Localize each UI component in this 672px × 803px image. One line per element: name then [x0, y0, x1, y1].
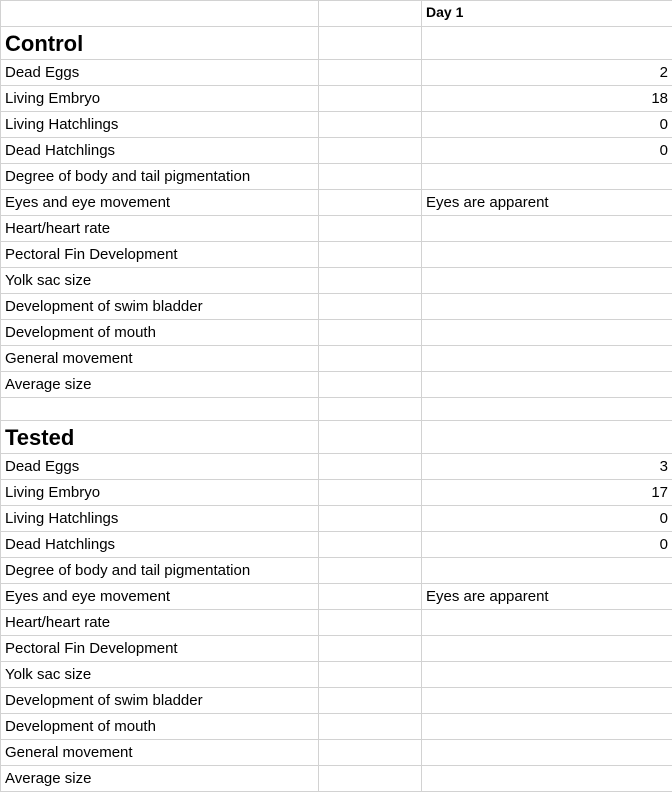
table-row — [1, 60, 672, 86]
row-empty-cell[interactable] — [319, 766, 422, 792]
day-header[interactable]: Day 1 — [422, 1, 672, 27]
row-value[interactable] — [422, 320, 672, 346]
table-row — [1, 480, 672, 506]
row-value[interactable] — [422, 662, 672, 688]
row-label[interactable]: General movement — [1, 346, 319, 372]
row-empty-cell[interactable] — [319, 372, 422, 398]
table-row — [1, 112, 672, 138]
row-value[interactable] — [422, 766, 672, 792]
row-empty-cell[interactable] — [319, 268, 422, 294]
row-value[interactable]: 0 — [422, 532, 672, 558]
table-row — [1, 688, 672, 714]
row-label[interactable]: Yolk sac size — [1, 662, 319, 688]
row-empty-cell[interactable] — [319, 454, 422, 480]
row-empty-cell[interactable] — [319, 86, 422, 112]
row-value[interactable] — [422, 268, 672, 294]
table-row — [1, 610, 672, 636]
row-label[interactable]: Dead Hatchlings — [1, 138, 319, 164]
section-title-cell-c[interactable] — [422, 27, 672, 60]
row-value[interactable] — [422, 610, 672, 636]
row-empty-cell[interactable] — [319, 138, 422, 164]
row-label[interactable]: General movement — [1, 740, 319, 766]
row-value[interactable] — [422, 294, 672, 320]
row-value[interactable] — [422, 346, 672, 372]
row-value[interactable]: 3 — [422, 454, 672, 480]
spacer-row — [1, 398, 672, 421]
table-row — [1, 164, 672, 190]
row-label[interactable]: Development of swim bladder — [1, 294, 319, 320]
row-value[interactable] — [422, 714, 672, 740]
section-title-cell-c[interactable] — [422, 421, 672, 454]
header-cell-b[interactable] — [319, 1, 422, 27]
row-value[interactable]: 17 — [422, 480, 672, 506]
row-value[interactable] — [422, 216, 672, 242]
table-row — [1, 506, 672, 532]
section-title-row — [1, 421, 672, 454]
table-row — [1, 372, 672, 398]
row-empty-cell[interactable] — [319, 558, 422, 584]
table-row — [1, 532, 672, 558]
row-value[interactable]: 0 — [422, 138, 672, 164]
section-title-cell-b[interactable] — [319, 421, 422, 454]
row-value[interactable] — [422, 242, 672, 268]
row-empty-cell[interactable] — [319, 688, 422, 714]
row-label[interactable]: Living Hatchlings — [1, 506, 319, 532]
table-row — [1, 294, 672, 320]
table-row — [1, 216, 672, 242]
row-value[interactable]: Eyes are apparent — [422, 584, 672, 610]
table-row — [1, 86, 672, 112]
row-empty-cell[interactable] — [319, 506, 422, 532]
row-value[interactable]: 0 — [422, 112, 672, 138]
row-empty-cell[interactable] — [319, 346, 422, 372]
row-value[interactable] — [422, 636, 672, 662]
section-title[interactable]: Tested — [1, 421, 319, 454]
row-empty-cell[interactable] — [319, 112, 422, 138]
section-title[interactable]: Control — [1, 27, 319, 60]
table-row — [1, 584, 672, 610]
row-value[interactable] — [422, 558, 672, 584]
row-empty-cell[interactable] — [319, 740, 422, 766]
row-empty-cell[interactable] — [319, 60, 422, 86]
table-row — [1, 740, 672, 766]
table-row — [1, 242, 672, 268]
row-value[interactable]: Eyes are apparent — [422, 190, 672, 216]
table-row — [1, 190, 672, 216]
table-row — [1, 558, 672, 584]
row-value[interactable]: 18 — [422, 86, 672, 112]
table-row — [1, 454, 672, 480]
row-empty-cell[interactable] — [319, 610, 422, 636]
row-value[interactable] — [422, 688, 672, 714]
table-row — [1, 766, 672, 792]
section-title-cell-b[interactable] — [319, 27, 422, 60]
row-empty-cell[interactable] — [319, 636, 422, 662]
table-row — [1, 714, 672, 740]
row-value[interactable]: 0 — [422, 506, 672, 532]
spacer-cell[interactable] — [319, 398, 422, 421]
row-empty-cell[interactable] — [319, 190, 422, 216]
row-label[interactable]: Dead Eggs — [1, 454, 319, 480]
header-cell-a[interactable] — [1, 1, 319, 27]
spacer-cell[interactable] — [1, 398, 319, 421]
row-empty-cell[interactable] — [319, 320, 422, 346]
row-empty-cell[interactable] — [319, 532, 422, 558]
row-empty-cell[interactable] — [319, 294, 422, 320]
table-row — [1, 138, 672, 164]
row-value[interactable] — [422, 372, 672, 398]
row-empty-cell[interactable] — [319, 480, 422, 506]
row-label[interactable]: Living Hatchlings — [1, 112, 319, 138]
table-row — [1, 268, 672, 294]
spacer-cell[interactable] — [422, 398, 672, 421]
row-label[interactable]: Average size — [1, 766, 319, 792]
row-label[interactable]: Pectoral Fin Development — [1, 636, 319, 662]
row-empty-cell[interactable] — [319, 242, 422, 268]
row-label[interactable]: Yolk sac size — [1, 268, 319, 294]
row-value[interactable]: 2 — [422, 60, 672, 86]
row-value[interactable] — [422, 164, 672, 190]
row-label[interactable]: Development of mouth — [1, 714, 319, 740]
row-empty-cell[interactable] — [319, 216, 422, 242]
table-row — [1, 320, 672, 346]
row-label[interactable]: Degree of body and tail pigmentation — [1, 164, 319, 190]
row-empty-cell[interactable] — [319, 584, 422, 610]
row-empty-cell[interactable] — [319, 164, 422, 190]
row-empty-cell[interactable] — [319, 714, 422, 740]
row-value[interactable] — [422, 740, 672, 766]
row-label[interactable]: Development of swim bladder — [1, 688, 319, 714]
row-label[interactable]: Dead Eggs — [1, 60, 319, 86]
row-label[interactable]: Living Embryo — [1, 480, 319, 506]
row-empty-cell[interactable] — [319, 662, 422, 688]
table-row — [1, 662, 672, 688]
row-label[interactable]: Dead Hatchlings — [1, 532, 319, 558]
section-title-row — [1, 27, 672, 60]
row-label[interactable]: Living Embryo — [1, 86, 319, 112]
row-label[interactable]: Heart/heart rate — [1, 216, 319, 242]
table-row — [1, 346, 672, 372]
header-row — [1, 1, 672, 27]
row-label[interactable]: Average size — [1, 372, 319, 398]
row-label[interactable]: Pectoral Fin Development — [1, 242, 319, 268]
row-label[interactable]: Eyes and eye movement — [1, 584, 319, 610]
row-label[interactable]: Degree of body and tail pigmentation — [1, 558, 319, 584]
row-label[interactable]: Development of mouth — [1, 320, 319, 346]
table-row — [1, 636, 672, 662]
row-label[interactable]: Eyes and eye movement — [1, 190, 319, 216]
row-label[interactable]: Heart/heart rate — [1, 610, 319, 636]
